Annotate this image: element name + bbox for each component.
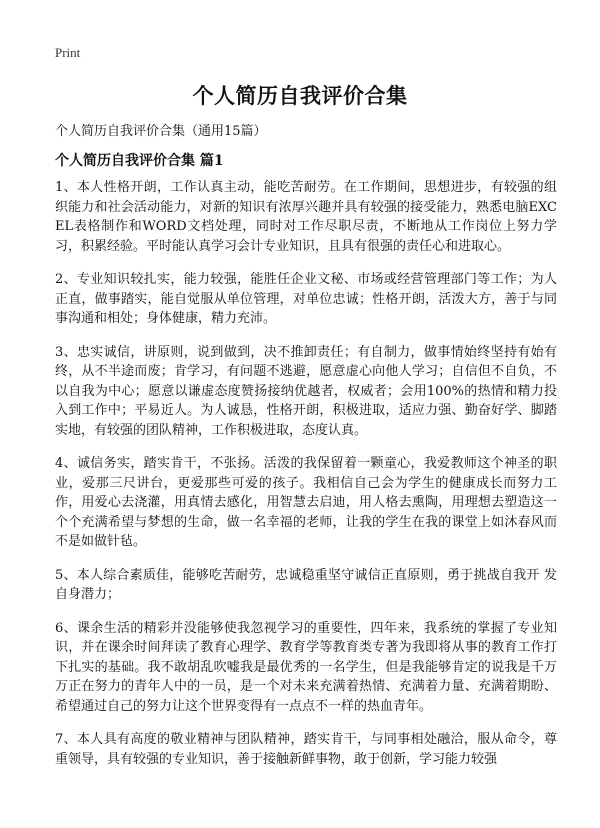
paragraph-1: 1、本人性格开朗，工作认真主动，能吃苦耐劳。在工作期间，思想进步，有较强的组织能力和社会活动能力，对新的知识有浓厚兴趣并具有较强的接受能力，熟悉电脑EXCEL表格制作和WORD文档处理，同时对工作尽职尽责，不断地从工作岗位上努力学习，积累经验。平时能认真学习会计专业知识，且具有很强的责任心和进取心。 [55,180,557,254]
section-heading: 个人简历自我评价合集 篇1 [55,153,224,169]
paragraph-3: 3、忠实诚信，讲原则，说到做到，决不推卸责任；有自制力，做事情始终坚持有始有终，从不半途而废；肯学习，有问题不逃避，愿意虚心向他人学习；自信但不自负，不以自我为中心；愿意以谦虚态度赞扬接纳优越者，权威者；会用100%的热情和精力投入到工作中；平易近人。为人诚恳，性格开朗，积极进取，适应力强、勤奋好学、脚踏实地，有较强的团队精神，工作积极进取，态度认真。 [55,344,557,438]
print-label: Print [55,45,81,60]
paragraph-4: 4、诚信务实，踏实肯干，不张扬。活泼的我保留着一颗童心，我爱教师这个神圣的职业，爱那三尺讲台，更爱那些可爱的孩子。我相信自己会为学生的健康成长而努力工作，用爱心去浇灌，用真情去感化，用智慧去启迪，用人格去熏陶，用理想去塑造这一个个充满希望与梦想的生命，做一名幸福的老师，让我的学生在我的课堂上如沐春风而不是如做针毡。 [55,456,557,549]
document-body [55,178,557,783]
page-title: 个人简历自我评价合集 [192,83,408,108]
paragraph-6: 6、课余生活的精彩并没能够使我忽视学习的重要性，四年来，我系统的掌握了专业知识，并在课余时间拜读了教育心理学、教育学等教育类专著为我即将从事的教育工作打下扎实的基础。我不敢胡乱吹嘘我是最优秀的一名学生，但是我能够肯定的说我是千万万正在努力的青年人中的一员，是一个对未来充满着热情、充满着力量、充满着期盼、希望通过自己的努力让这个世界变得有一点点不一样的热血青年。 [55,620,557,714]
paragraph-7: 7、本人具有高度的敬业精神与团队精神，踏实肯干，与同事相处融洽，服从命令，尊重领导，具有较强的专业知识，善于接触新鲜事物，敢于创新，学习能力较强 [55,732,557,767]
paragraph-2: 2、专业知识较扎实，能力较强，能胜任企业文秘、市场或经营管理部门等工作；为人正直，做事踏实，能自觉服从单位管理，对单位忠诚；性格开朗，活泼大方，善于与同事沟通和相处；身体健康，精力充沛。 [55,272,557,326]
document-subtitle: 个人简历自我评价合集（通用15篇） [55,124,267,139]
paragraph-5: 5、本人综合素质佳，能够吃苦耐劳，忠诚稳重坚守诚信正直原则，勇于挑战自我开 发自身潜力； [55,567,557,602]
